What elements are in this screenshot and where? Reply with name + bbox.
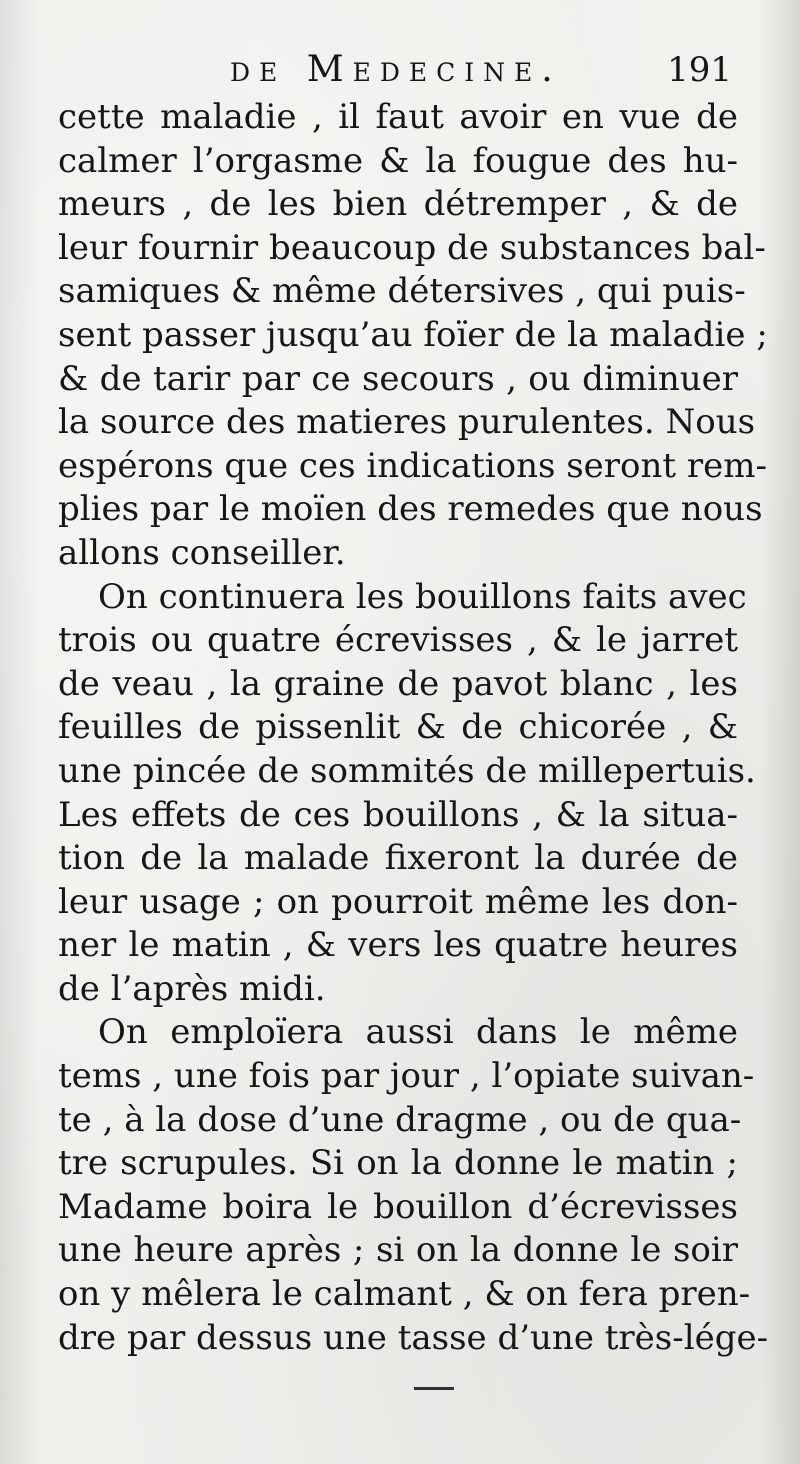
text-line: la source des matieres purulentes. Nous [58,402,756,443]
text-line: allons conseiller. [58,532,346,573]
running-head [0,42,800,102]
text-line: ner le matin , & vers les quatre heures [58,925,738,966]
body-text [58,96,769,1360]
text-line: Les effets de ces bouillons , & la situa- [58,794,738,835]
text-line: une pincée de sommités de millepertuis. [58,750,756,791]
text-line: calmer l’orgasme & la fougue des hu- [58,140,738,181]
text-line: espérons que ces indications seront rem- [58,445,767,486]
text-line: te , à la dose d’une dragme , ou de qua- [58,1099,742,1140]
text-line: de l’après midi. [58,968,326,1009]
text-line: une heure après ; si on la donne le soir [58,1230,738,1271]
text-line: On continuera les bouillons faits avec [98,576,747,617]
text-line: dre par dessus une tasse d’une très-lége- [58,1317,769,1358]
text-line: tems , une fois par jour , l’opiate suivan- [58,1056,755,1097]
running-title: de Medecine. [230,49,562,90]
page-number: 191 [667,50,732,90]
text-line: sent passer jusqu’au foïer de la maladie ; [58,314,768,355]
text-line: Madame boira le bouillon d’écrevisses [58,1186,738,1227]
text-line: tion de la malade fixeront la durée de [58,838,738,879]
text-line: on y mêlera le calmant , & on fera pren- [58,1274,751,1315]
text-line: cette maladie , il faut avoir en vue de [58,97,738,137]
footer-rule [414,1387,454,1390]
text-line: & de tarir par ce secours , ou diminuer [58,358,738,399]
text-line: feuilles de pissenlit & de chicorée , & [58,707,738,748]
text-line: de veau , la graine de pavot blanc , les [58,663,738,704]
text-line: trois ou quatre écrevisses , & le jarret [58,620,738,661]
text-line: tre scrupules. Si on la donne le matin ; [58,1143,738,1184]
text-line: plies par le moïen des remedes que nous [58,489,763,530]
text-line: samiques & même détersives , qui puis- [58,271,746,312]
text-line: meurs , de les bien détremper , & de [58,184,738,225]
text-line: leur fournir beaucoup de substances bal- [58,227,766,268]
text-line: leur usage ; on pourroit même les don- [58,881,738,922]
text-line: On emploïera aussi dans le même [98,1012,738,1053]
